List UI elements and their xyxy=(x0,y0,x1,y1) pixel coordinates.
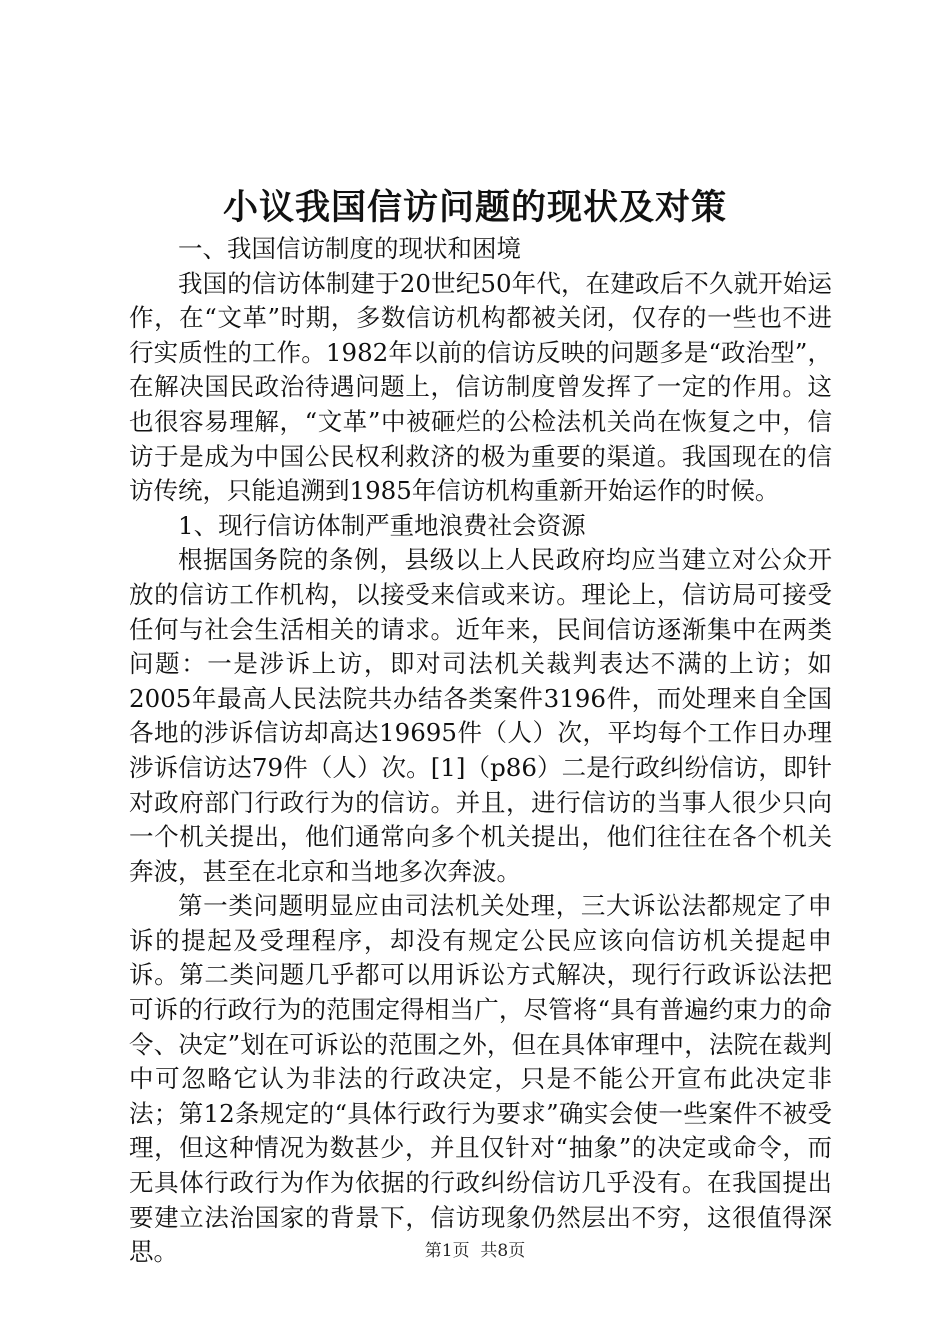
body-paragraph: 根据国务院的条例，县级以上人民政府均应当建立对公众开放的信访工作机构，以接受来信或来访。理论上，信访局可接受任何与社会生活相关的请求。近年来，民间信访逐渐集中在两类问题：一是涉诉上访，即对司法机关裁判表达不满的上访；如2005年最高人民法院共办结各类案件3196件，而处理来自全国各地的涉诉信访却高达19695件（人）次，平均每个工作日办理涉诉信访达79件（人）次。[1]（p86）二是行政纠纷信访，即针对政府部门行政行为的信访。并且，进行信访的当事人很少只向一个机关提出，他们通常向多个机关提出，他们往往在各个机关奔波，甚至在北京和当地多次奔波。 xyxy=(129,545,832,886)
body-paragraph: 第一类问题明显应由司法机关处理，三大诉讼法都规定了申诉的提起及受理程序，却没有规定公民应该向信访机关提起申诉。第二类问题几乎都可以用诉讼方式解决，现行行政诉讼法把可诉的行政行为的范围定得相当广，尽管将“具有普遍约束力的命令、决定”划在可诉讼的范围之外，但在具体审理中，法院在裁判中可忽略它认为非法的行政决定，只是不能公开宣布此决定非法；第12条规定的“具体行政行为要求”确实会使一些案件不被受理，但这种情况为数甚少，并且仅针对“抽象”的决定或命令，而无具体行政行为作为依据的行政纠纷信访几乎没有。在我国提出要建立法治国家的背景下，信访现象仍然层出不穷，这很值得深思。 xyxy=(129,891,832,1267)
body-paragraph: 我国的信访体制建于20世纪50年代，在建政后不久就开始运作，在“文革”时期，多数信访机构都被关闭，仅存的一些也不进行实质性的工作。1982年以前的信访反映的问题多是“政治型”，在解决国民政治待遇问题上，信访制度曾发挥了一定的作用。这也很容易理解，“文革”中被砸烂的公检法机关尚在恢复之中，信访于是成为中国公民权利救济的极为重要的渠道。我国现在的信访传统，只能追溯到1985年信访机构重新开始运作的时候。 xyxy=(129,268,832,506)
document-title: 小议我国信访问题的现状及对策 xyxy=(222,187,727,228)
subsection-heading: 1、现行信访体制严重地浪费社会资源 xyxy=(178,510,586,540)
section-heading: 一、我国信访制度的现状和困境 xyxy=(178,234,521,263)
page-total: 共8页 xyxy=(480,1241,526,1261)
page-footer xyxy=(0,1239,950,1263)
page-number: 第1页 xyxy=(424,1241,470,1261)
document-body xyxy=(129,232,832,1270)
